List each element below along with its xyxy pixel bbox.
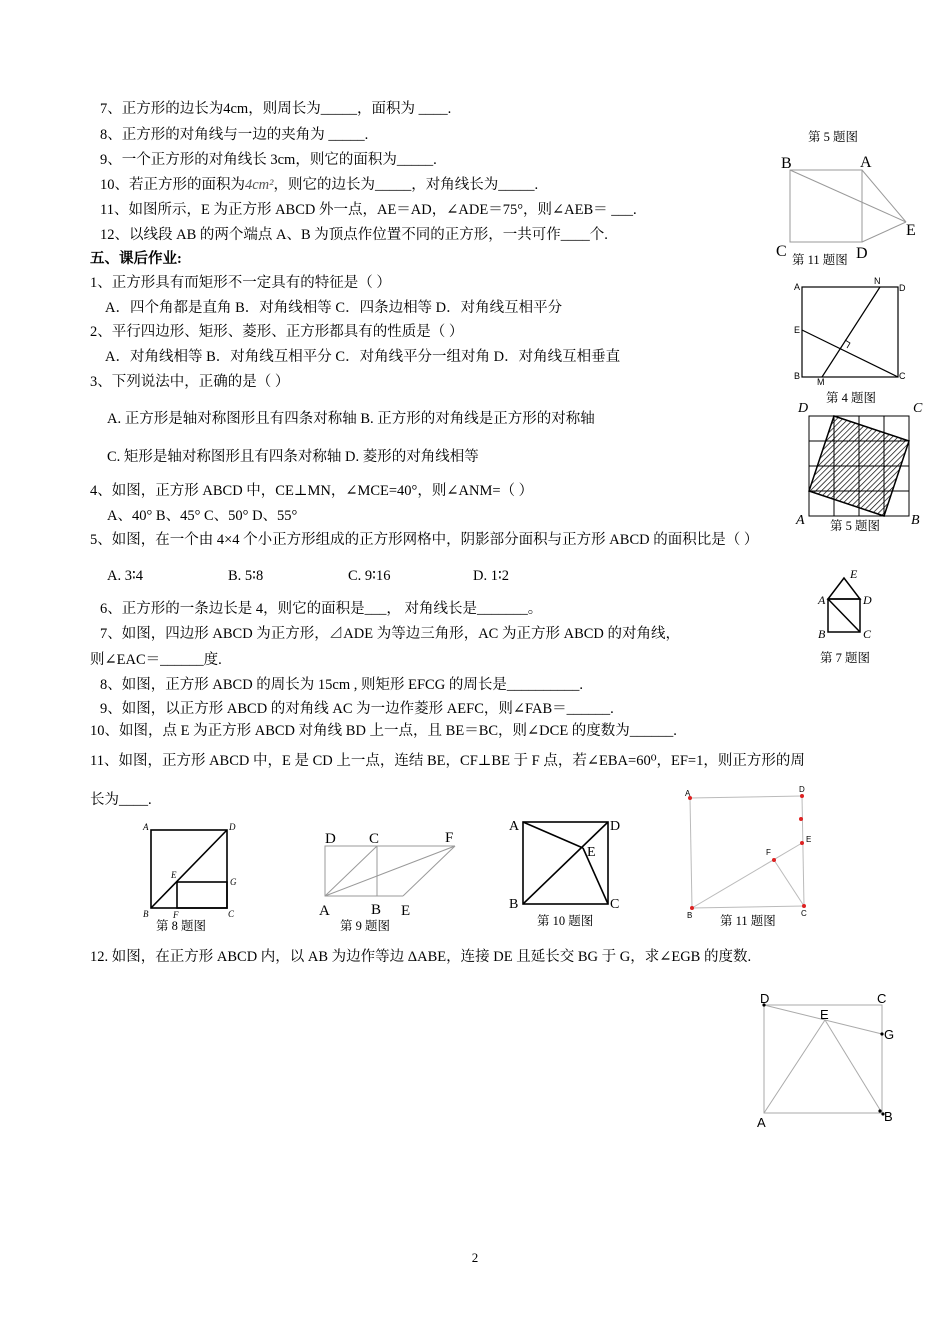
caption-fig5: 第 5 题图 bbox=[830, 519, 881, 533]
svg-text:E: E bbox=[794, 325, 801, 335]
svg-text:A: A bbox=[794, 282, 801, 292]
svg-text:D: D bbox=[760, 991, 770, 1006]
svg-text:D: D bbox=[856, 245, 868, 262]
svg-text:D: D bbox=[899, 283, 906, 293]
hw10: 10、如图，点 E 为正方形 ABCD 对角线 BD 上一点，且 BE＝BC，则∠DCE 的度数为______. bbox=[90, 723, 677, 739]
svg-text:C: C bbox=[899, 371, 906, 381]
q12: 12、以线段 AB 的两个端点 A、B 为顶点作位置不同的正方形，一共可作____个. bbox=[100, 227, 608, 243]
svg-text:C: C bbox=[610, 897, 620, 912]
hw5 bbox=[90, 531, 758, 549]
hw5-option-a: A. 3∶4 bbox=[107, 568, 143, 584]
hw12: 12. 如图，在正方形 ABCD 内，以 AB 为边作等边 ΔABE，连接 DE 且延长交 BG 于 G，求∠EGB 的度数. bbox=[90, 949, 752, 965]
hw7-cont: 则∠EAC＝______度. bbox=[90, 652, 222, 668]
q10-part2: ，则它的边长为_____，对角线长为_____. bbox=[273, 177, 539, 193]
figure-10 bbox=[505, 812, 625, 912]
svg-text:B: B bbox=[794, 371, 801, 381]
svg-text:C: C bbox=[913, 401, 923, 416]
svg-text:B: B bbox=[687, 911, 693, 920]
svg-text:C: C bbox=[877, 991, 887, 1006]
hw3-options-ab: A. 正方形是轴对称图形且有四条对称轴 B. 正方形的对角线是正方形的对称轴 bbox=[107, 411, 595, 427]
svg-text:C: C bbox=[369, 831, 380, 847]
hw2: 2、平行四边形、矩形、菱形、正方形都具有的性质是（ ） bbox=[90, 324, 464, 340]
q7: 7、正方形的边长为4cm，则周长为_____，面积为 ____. bbox=[100, 101, 452, 117]
caption-fig9: 第 9 题图 bbox=[340, 919, 391, 933]
figure-11-top bbox=[776, 150, 926, 260]
svg-text:D: D bbox=[610, 819, 621, 834]
svg-text:D: D bbox=[798, 401, 809, 416]
svg-text:E: E bbox=[171, 870, 177, 880]
svg-text:E: E bbox=[401, 903, 411, 919]
figure-4 bbox=[790, 278, 915, 388]
svg-text:A: A bbox=[818, 593, 826, 607]
figure-12 bbox=[750, 990, 910, 1130]
hw11: 11、如图，正方形 ABCD 中，E 是 CD 上一点，连结 BE，CF⊥BE 于 F 点，若∠EBA=60⁰，EF=1，则正方形的周 bbox=[90, 753, 805, 769]
svg-text:N: N bbox=[874, 276, 881, 286]
svg-text:D: D bbox=[863, 593, 872, 607]
q10-unit: 4cm² bbox=[245, 177, 274, 193]
svg-text:E: E bbox=[806, 835, 812, 844]
caption-fig7: 第 7 题图 bbox=[820, 651, 871, 665]
hw5-text: 5、如图，在一个由 4×4 个小正方形组成的正方形网格中，阴影部分面积与正方形 ABCD 的面积比是（ ） bbox=[90, 532, 759, 548]
page-number: 2 bbox=[471, 1250, 479, 1265]
q11: 11、如图所示，E 为正方形 ABCD 外一点，AE＝AD，∠ADE＝75°，则∠AEB＝ ___. bbox=[100, 202, 637, 218]
svg-text:C: C bbox=[863, 627, 872, 641]
svg-text:C: C bbox=[801, 909, 807, 918]
q8: 8、正方形的对角线与一边的夹角为 _____. bbox=[100, 127, 369, 143]
svg-text:B: B bbox=[371, 902, 382, 918]
figure-11-bottom bbox=[680, 785, 820, 920]
hw11-cont: 长为____. bbox=[90, 792, 152, 808]
figure-8 bbox=[138, 818, 250, 923]
hw5-option-d: D. 1∶2 bbox=[473, 568, 509, 584]
svg-text:A: A bbox=[860, 154, 872, 171]
hw3: 3、下列说法中，正确的是（ ） bbox=[90, 374, 290, 390]
caption-fig10: 第 10 题图 bbox=[537, 914, 594, 928]
svg-text:F: F bbox=[445, 830, 454, 846]
svg-text:D: D bbox=[325, 831, 336, 847]
svg-text:F: F bbox=[766, 848, 771, 857]
caption-fig4: 第 4 题图 bbox=[826, 391, 877, 405]
svg-text:F: F bbox=[173, 910, 179, 920]
svg-text:E: E bbox=[906, 222, 916, 239]
svg-text:D: D bbox=[229, 822, 236, 832]
q10-part1: 10、若正方形的面积为 bbox=[100, 177, 245, 193]
hw1: 1、正方形具有而矩形不一定具有的特征是（ ） bbox=[90, 275, 391, 291]
svg-text:A: A bbox=[143, 822, 149, 832]
svg-text:A: A bbox=[796, 513, 805, 528]
figure-9 bbox=[315, 826, 465, 921]
svg-text:E: E bbox=[587, 845, 596, 860]
svg-text:G: G bbox=[884, 1027, 895, 1042]
svg-text:B: B bbox=[509, 897, 519, 912]
section-heading: 五、课后作业: bbox=[90, 251, 182, 267]
svg-text:B: B bbox=[911, 513, 920, 528]
svg-text:A: A bbox=[319, 903, 330, 919]
hw3-options-cd: C. 矩形是轴对称图形且有四条对称轴 D. 菱形的对角线相等 bbox=[107, 449, 479, 465]
caption-fig5-top: 第 5 题图 bbox=[808, 130, 859, 144]
hw4: 4、如图，正方形 ABCD 中，CE⊥MN，∠MCE=40°，则∠ANM=（ ） bbox=[90, 483, 534, 499]
q9: 9、一个正方形的对角线长 3cm，则它的面积为_____. bbox=[100, 152, 437, 168]
hw9: 9、如图，以正方形 ABCD 的对角线 AC 为一边作菱形 AEFC，则∠FAB＝______. bbox=[100, 701, 614, 717]
svg-text:E: E bbox=[820, 1007, 829, 1022]
svg-text:D: D bbox=[799, 785, 805, 794]
figure-5-grid bbox=[795, 398, 930, 528]
hw2-options: A．对角线相等 B．对角线互相平分 C．对角线平分一组对角 D．对角线互相垂直 bbox=[105, 349, 621, 365]
hw5-option-c: C. 9∶16 bbox=[348, 568, 391, 584]
svg-text:A: A bbox=[685, 789, 691, 798]
hw6: 6、正方形的一条边长是 4，则它的面积是___， 对角线长是_______。 bbox=[100, 601, 543, 617]
q10 bbox=[100, 176, 538, 194]
caption-fig11-top: 第 11 题图 bbox=[792, 253, 848, 267]
svg-text:B: B bbox=[884, 1109, 893, 1124]
svg-text:B: B bbox=[818, 627, 826, 641]
svg-text:A: A bbox=[757, 1115, 766, 1130]
svg-text:M: M bbox=[817, 377, 825, 387]
caption-fig11-bottom: 第 11 题图 bbox=[720, 914, 776, 928]
svg-text:B: B bbox=[781, 155, 792, 172]
hw7: 7、如图，四边形 ABCD 为正方形，⊿ADE 为等边三角形，AC 为正方形 ABCD 的对角线， bbox=[100, 626, 681, 642]
hw1-options: A．四个角都是直角 B．对角线相等 C．四条边相等 D．对角线互相平分 bbox=[105, 300, 563, 316]
caption-fig8: 第 8 题图 bbox=[156, 919, 207, 933]
svg-text:C: C bbox=[776, 243, 787, 260]
hw8: 8、如图，正方形 ABCD 的周长为 15cm , 则矩形 EFCG 的周长是__________. bbox=[100, 677, 583, 693]
svg-text:G: G bbox=[230, 877, 237, 887]
svg-text:A: A bbox=[509, 819, 520, 834]
figure-7 bbox=[812, 566, 882, 648]
svg-text:B: B bbox=[143, 909, 149, 919]
svg-text:C: C bbox=[228, 909, 235, 919]
hw5-option-b: B. 5∶8 bbox=[228, 568, 264, 584]
svg-text:E: E bbox=[850, 567, 858, 581]
hw4-options: A、40° B、45° C、50° D、55° bbox=[107, 508, 298, 524]
